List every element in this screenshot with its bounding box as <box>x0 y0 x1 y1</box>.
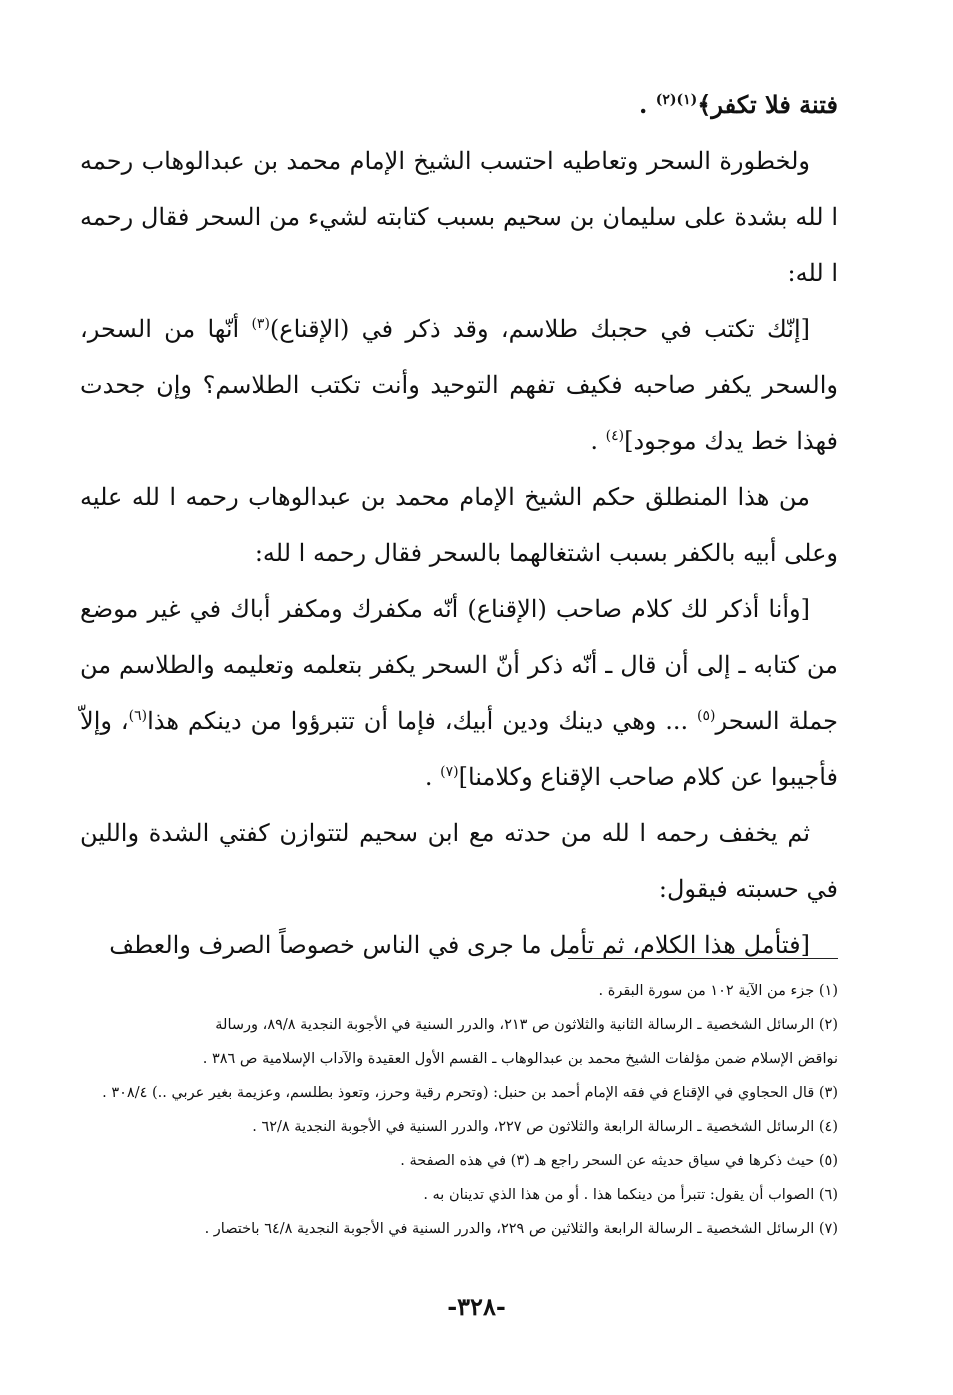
footnote-separator <box>568 958 838 959</box>
footnote-ref: (٣) <box>251 316 270 332</box>
footnote-ref: (٦) <box>128 708 148 724</box>
footnote-ref: (١)(٢) <box>655 92 698 108</box>
footnote-ref: (٤) <box>605 428 625 444</box>
main-text <box>80 77 838 973</box>
paragraph-3: ثم يخفف رحمه ا لله من حدته مع ابن سحيم لتتوازن كفتي الشدة واللين في حسبته فيقول: <box>80 819 838 903</box>
footnote-5: (٥) حيث ذكرها في سياق حديثه عن السحر راجع هـ (٣) في هذه الصفحة . <box>400 1153 838 1169</box>
footnote-7: (٧) الرسائل الشخصية ـ الرسالة الرابعة والثلاثين ص ٢٢٩، والدرر السنية في الأجوبة النجدية ٦٤/٨ باختصار . <box>204 1221 838 1237</box>
footnotes <box>80 974 838 1246</box>
footnote-2: (٢) الرسائل الشخصية ـ الرسالة الثانية والثلاثون ص ٢١٣، والدرر السنية في الأجوبة النجدية ٨٩/٨، ورسالة <box>215 1017 838 1033</box>
footnote-ref: (٥) <box>697 708 716 724</box>
footnote-ref: (٧) <box>440 764 459 780</box>
opening-line: فتنة فلا تكفر﴾$^{(١)(٢)}$ . <box>639 90 838 119</box>
paragraph-1: ولخطورة السحر وتعاطيه احتسب الشيخ الإمام محمد بن عبدالوهاب رحمه ا لله بشدة على سليمان بن سحيم بسبب كتابته لشيء من السحر فقال رحمه ا لله: <box>80 147 838 287</box>
quote-2: [وأنا أذكر لك كلام صاحب (الإقناع) أنّه مكفرك ومكفر أباك في غير موضع من كتابه ـ إلى أن قال ـ أنّه ذكر أنّ السحر يكفر بتعلمه وتعليمه والطلاسم من جملة السحر$^{(٥)}$ ... وهي دينك ودين أبيك، فإما أن تتبرؤوا من دينكم هذا$^{(٦)}$، وإلاّ فأجيبوا عن كلام صاحب الإقناع وكلامنا]$^{(٧)}$ . <box>80 595 839 791</box>
footnote-1: (١) جزء من الآية ١٠٢ من سورة البقرة . <box>598 983 838 999</box>
footnote-2-continued: نواقض الإسلام ضمن مؤلفات الشيخ محمد بن عبدالوهاب ـ القسم الأول العقيدة والآداب الإسلامية ص ٣٨٦ . <box>202 1051 838 1067</box>
page-number: -٣٢٨- <box>447 1292 506 1321</box>
quote-3: [فتأمل هذا الكلام، ثم تأمل ما جرى في الناس خصوصاً الصرف والعطف <box>109 931 810 959</box>
paragraph-2: من هذا المنطلق حكم الشيخ الإمام محمد بن عبدالوهاب رحمه ا لله عليه وعلى أبيه بالكفر بسبب اشتغالهما بالسحر فقال رحمه ا لله: <box>80 483 838 567</box>
quran-verse-end: فتنة فلا تكفر﴾ <box>697 90 838 119</box>
footnote-4: (٤) الرسائل الشخصية ـ الرسالة الرابعة والثلاثون ص ٢٢٧، والدرر السنية في الأجوبة النجدية ٦٢/٨ . <box>252 1119 838 1135</box>
footnote-6: (٦) الصواب أن يقول: تتبرأ من دينكما هذا . أو من هذا الذي تدينان به . <box>423 1187 838 1203</box>
quote-1: [إنّك تكتب في حجبك طلاسم، وقد ذكر في (الإقناع)$^{(٣)}$ أنّها من السحر، والسحر يكفر صاحبه فكيف تفهم التوحيد وأنت تكتب الطلاسم؟ وإن جحدت فهذا خط يدك موجود]$^{(٤)}$ . <box>80 315 838 455</box>
footnote-3: (٣) قال الحجاوي في الإقناع في فقه الإمام أحمد بن حنبل: (وتحرم رقية وحرز، وتعوذ بطلسم، وعزيمة بغير عربي ..) ٣٠٨/٤ . <box>102 1085 838 1101</box>
